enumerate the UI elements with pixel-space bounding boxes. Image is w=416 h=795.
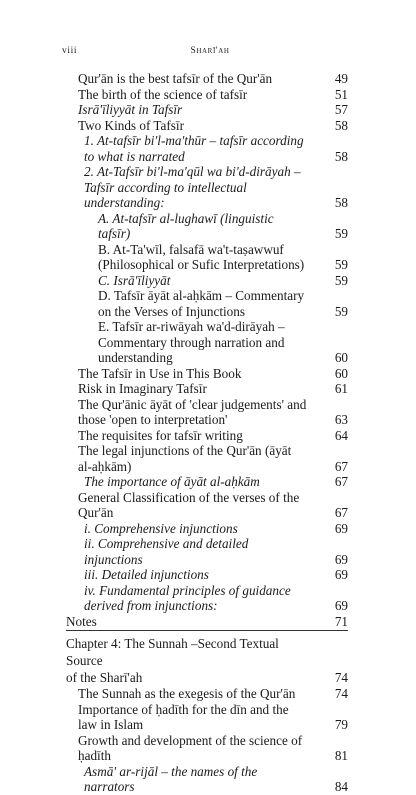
toc-entry-page: 84 [334, 779, 348, 794]
toc-entry-title: Importance of ḥadīth for the dīn and the law in Islam [78, 701, 289, 732]
toc-entry-page: 61 [334, 381, 348, 396]
table-of-contents [66, 71, 348, 795]
running-title: Sharī'ah [190, 46, 230, 56]
toc-entry-page: 67 [334, 505, 348, 520]
chapter-page: 74 [334, 670, 348, 685]
toc-entry [66, 211, 348, 242]
toc-entry-page: 51 [334, 86, 348, 102]
toc-entry [66, 87, 348, 103]
toc-entry-page: 69 [334, 520, 348, 536]
toc-entry-page: 69 [334, 567, 348, 582]
page-number: viii [62, 46, 78, 56]
toc-entry [66, 536, 348, 567]
toc-entry-page: 59 [334, 226, 348, 241]
toc-entry [66, 242, 348, 273]
toc-entry [66, 102, 348, 118]
toc-entry-page: 74 [334, 686, 348, 701]
toc-entry-title: Risk in Imaginary Tafsīr [78, 381, 207, 396]
toc-entry-title: iv. Fundamental principles of guidance derived from injunctions: [84, 582, 291, 613]
toc-entry [66, 133, 348, 164]
toc-entry-title: The importance of āyāt al-aḥkām [84, 474, 260, 489]
toc-entry [66, 474, 348, 490]
toc-entry [66, 490, 348, 521]
toc-entry-page: 59 [334, 272, 348, 288]
toc-entry [66, 702, 348, 733]
toc-entry-title: Asmā' ar-rijāl – the names of the narrators [84, 763, 258, 794]
toc-entry-title: E. Tafsīr ar-riwāyah wa'd-dirāyah – Commentary through narration and understanding [98, 319, 285, 365]
toc-entry-title: Two Kinds of Tafsīr [78, 117, 184, 133]
toc-entry-page: 69 [334, 551, 348, 567]
chapter-title-line-2: of the Sharī'ah [66, 670, 143, 685]
toc-entry [66, 764, 348, 795]
toc-entry [66, 428, 348, 444]
toc-entry-page: 64 [334, 427, 348, 443]
toc-entry-title: General Classification of the verses of the Qur'ān [78, 489, 300, 520]
toc-entry-title: A. At-tafsīr al-lughawī (linguistic tafsīr) [98, 210, 274, 241]
toc-entry-page: 67 [334, 458, 348, 474]
chapter-heading [66, 635, 348, 686]
toc-entry [66, 583, 348, 614]
toc-entry [66, 273, 348, 289]
toc-entry-page: 60 [334, 365, 348, 381]
toc-entry-page: 58 [334, 195, 348, 210]
toc-entry-title: D. Tafsīr āyāt al-aḥkām – Commentary on the Verses of Injunctions [98, 288, 305, 319]
toc-entry-title: The birth of the science of tafsīr [78, 86, 248, 102]
toc-entry-title: 1. At-tafsīr bi'l-ma'thūr – tafsīr according to what is narrated [84, 133, 304, 164]
toc-entry-page: 57 [334, 102, 348, 117]
toc-entry-title: 2. At-Tafsīr bi'l-ma'qūl wa bi'd-dirāyah – Tafsīr according to intellectual understanding: [84, 164, 301, 210]
toc-entry [66, 319, 348, 366]
toc-entry-title: Qur'ān is the best tafsīr of the Qur'ān [78, 71, 273, 86]
toc-entry-title: ii. Comprehensive and detailed injunctions [84, 536, 249, 567]
toc-entry [66, 686, 348, 702]
toc-entry-page: 58 [334, 117, 348, 133]
toc-entry-title: B. At-Ta'wīl, falsafā wa't-taṣawwuf (Philosophical or Sufic Interpretations) [98, 241, 305, 272]
toc-entry-page: 81 [334, 748, 348, 763]
toc-entry [66, 288, 348, 319]
toc-entry-title: Isrā'īliyyāt in Tafsīr [78, 102, 183, 117]
toc-entry [66, 366, 348, 382]
toc-entry-title: The Qur'ānic āyāt of 'clear judgements' and those 'open to interpretation' [78, 396, 307, 427]
toc-entry-title: iii. Detailed injunctions [84, 567, 209, 582]
toc-entry-page: 58 [334, 148, 348, 164]
toc-entry [66, 614, 348, 630]
toc-section-3 [66, 71, 348, 629]
toc-entry-title: The legal injunctions of the Qur'ān (āyāt al-aḥkām) [78, 443, 292, 474]
toc-entry-page: 67 [334, 474, 348, 489]
toc-entry-title: Notes [66, 613, 97, 629]
toc-entry-title: Growth and development of the science of ḥadīth [78, 732, 303, 763]
toc-entry-page: 63 [334, 412, 348, 427]
toc-entry [66, 567, 348, 583]
toc-entry-page: 69 [334, 598, 348, 613]
toc-entry [66, 397, 348, 428]
toc-entry-page: 60 [334, 350, 348, 365]
toc-entry-title: The Sunnah as the exegesis of the Qur'ān [78, 686, 296, 701]
toc-entry-page: 79 [334, 717, 348, 732]
toc-entry-title: C. Isrā'īliyyāt [98, 272, 171, 288]
toc-entry-page: 49 [334, 71, 348, 86]
toc-entry-page: 59 [334, 303, 348, 319]
toc-entry-title: i. Comprehensive injunctions [84, 520, 238, 536]
chapter-title-line-1: Chapter 4: The Sunnah –Second Textual Source [66, 636, 279, 668]
toc-section-4 [66, 686, 348, 795]
toc-entry-page: 71 [334, 613, 348, 629]
toc-entry [66, 733, 348, 764]
toc-entry-page: 59 [334, 257, 348, 272]
toc-entry-title: The Tafsīr in Use in This Book [78, 365, 242, 381]
toc-entry [66, 118, 348, 134]
toc-entry [66, 381, 348, 397]
toc-entry [66, 71, 348, 87]
toc-entry [66, 521, 348, 537]
toc-entry-title: The requisites for tafsīr writing [78, 427, 243, 443]
toc-entry [66, 164, 348, 211]
toc-entry [66, 443, 348, 474]
